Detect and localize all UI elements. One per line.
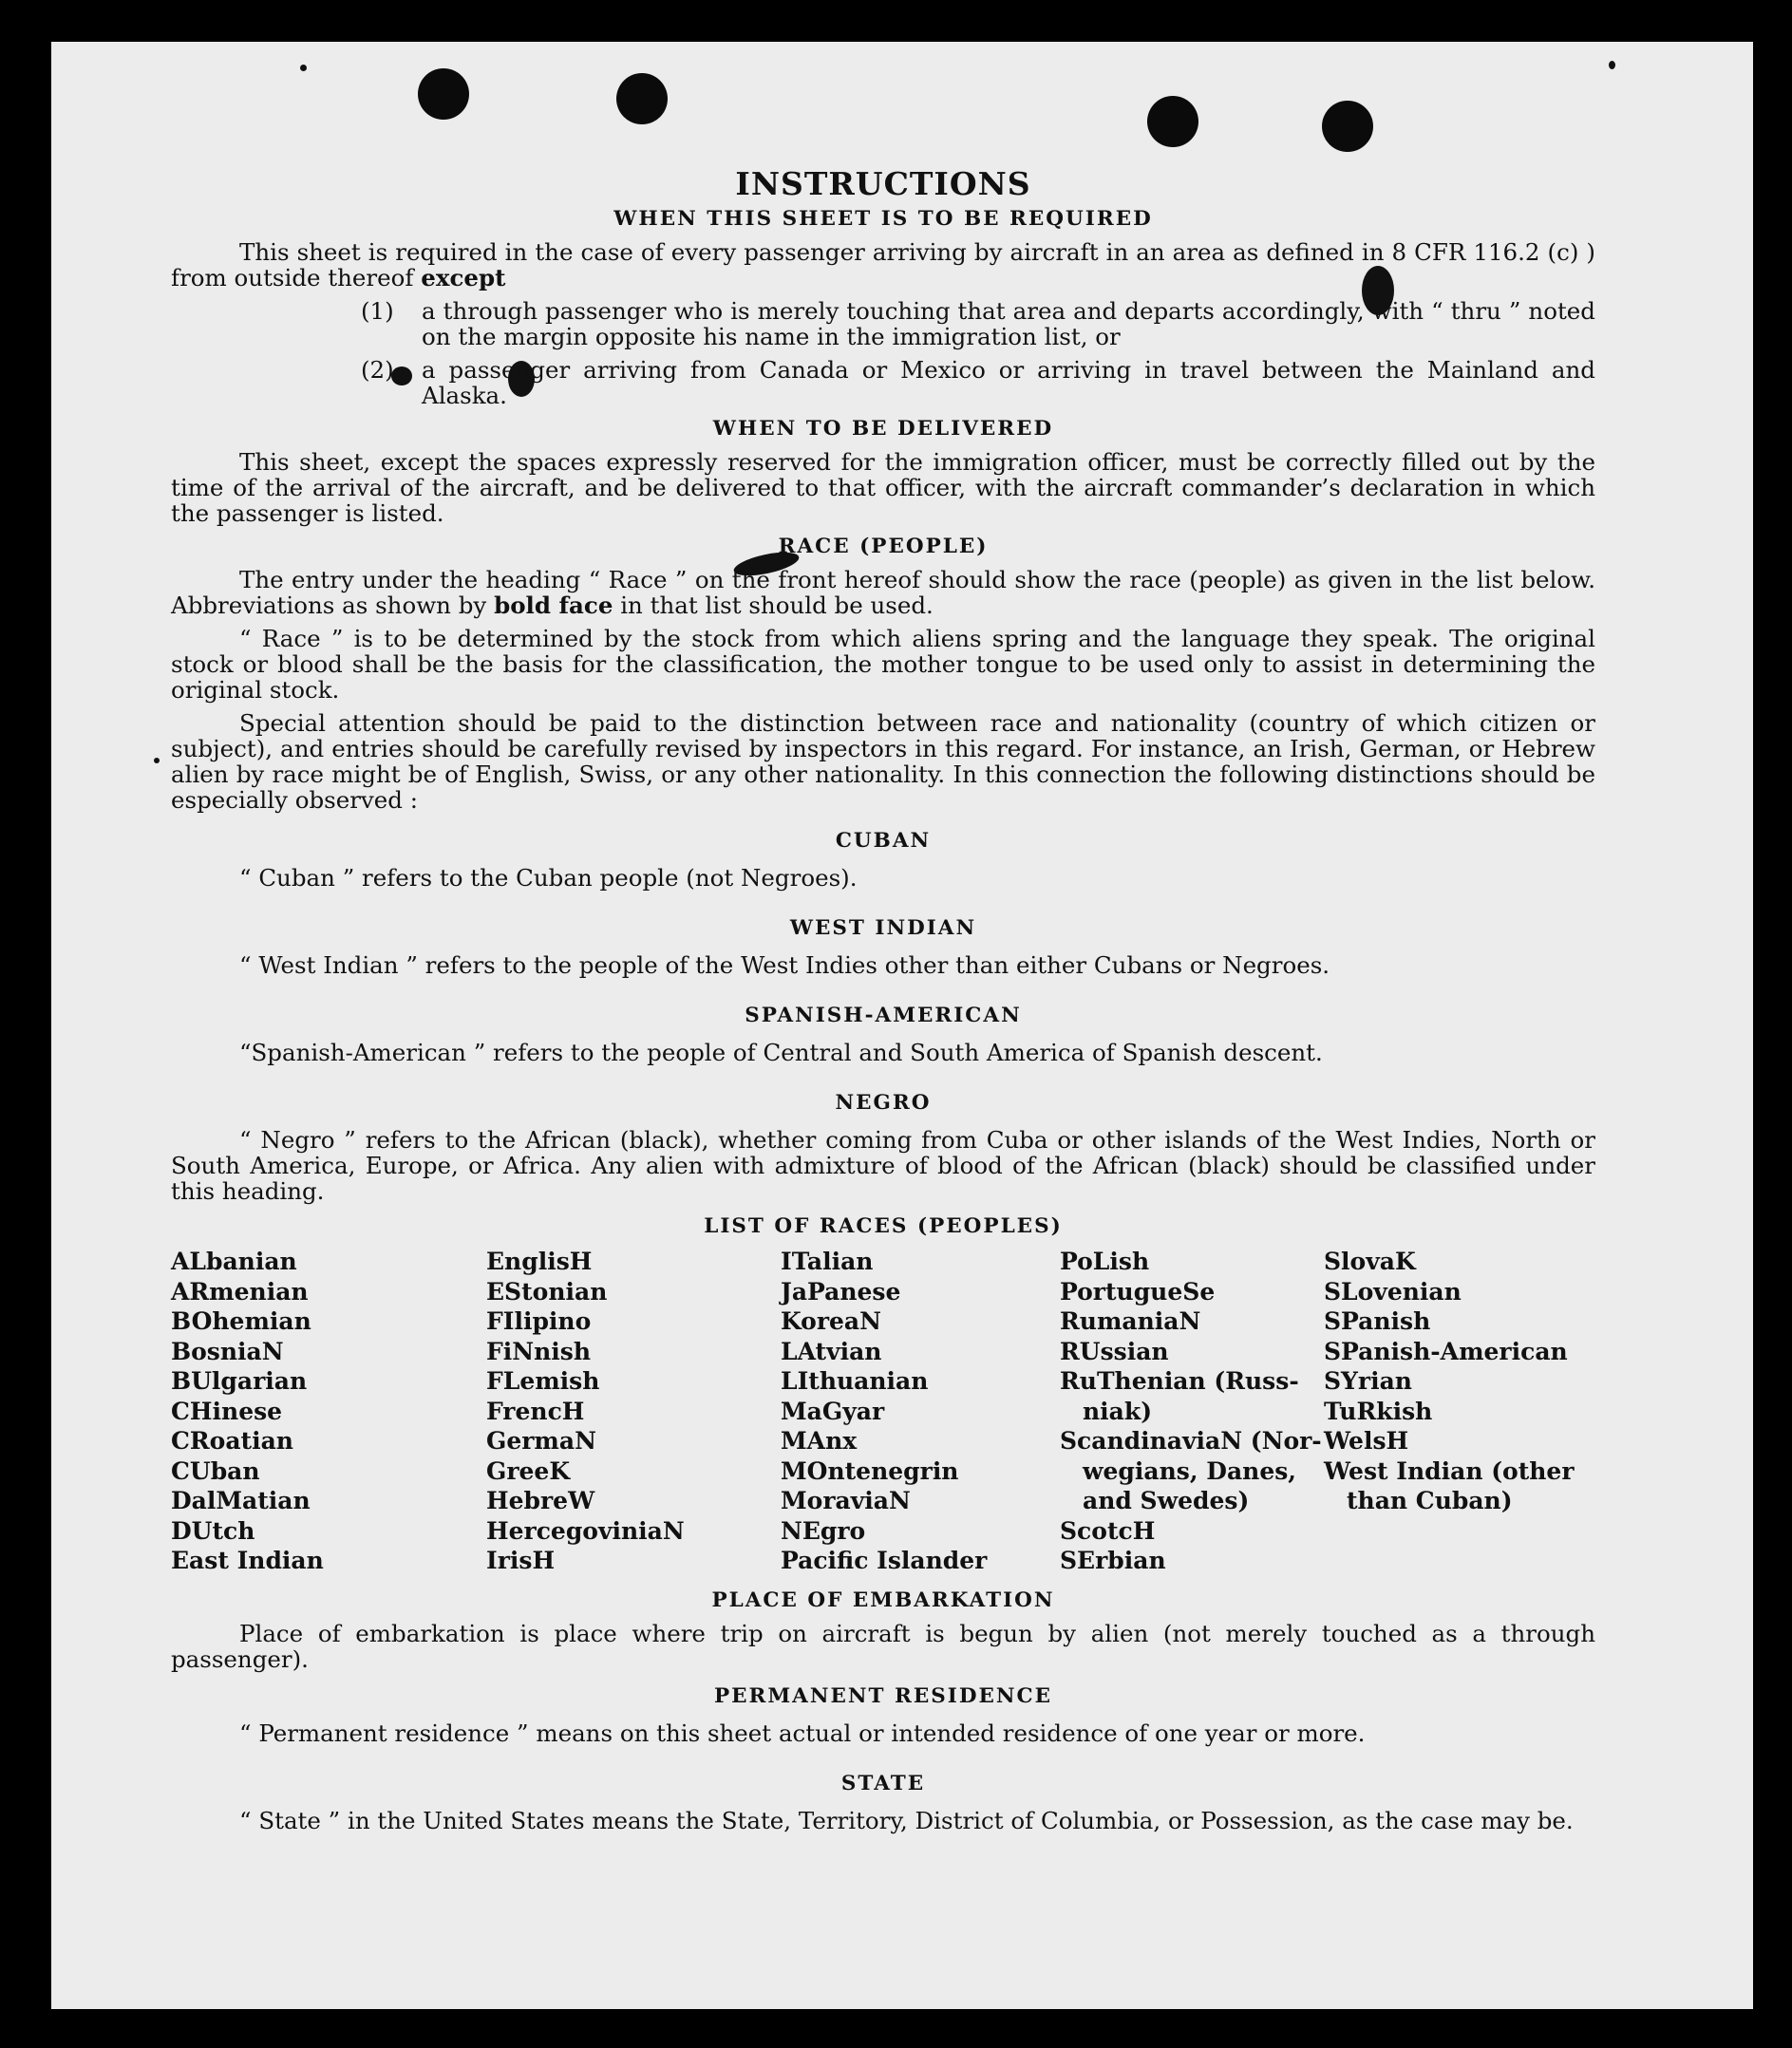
race-entry: CHinese — [171, 1397, 283, 1425]
races-column-1 — [171, 1247, 486, 1576]
heading-negro: NEGRO — [835, 1091, 932, 1115]
heading-west-indian: WEST INDIAN — [789, 916, 977, 940]
exception-item-1: (1) a through passenger who is merely touching that area and departs accordingly, with “ thru ” noted on the margin opposite his name in the immigration list, or — [361, 297, 1595, 350]
race-entry: DUtch — [171, 1516, 255, 1545]
punch-hole — [616, 73, 668, 124]
race-entry: Pacific Islander — [781, 1547, 988, 1574]
race-entry: HercegoviniaN — [486, 1516, 685, 1545]
exception-item-2: (2) a passenger arriving from Canada or Mexico or arriving in travel between the Mainland and Alaska. — [361, 356, 1595, 409]
dust-speck — [154, 758, 160, 763]
race-entry: ALbanian — [171, 1248, 297, 1275]
race-entry: ScotcH — [1060, 1516, 1156, 1545]
race-entry: SErbian — [1060, 1547, 1166, 1574]
page-title: INSTRUCTIONS — [735, 165, 1031, 202]
negro-text: “ Negro ” refers to the African (black), whether coming from Cuba or other islands of the West Indies, North or South America, Europe, or Africa. Any alien with admixture of blood of the African (black) should be classified under this heading. — [171, 1126, 1595, 1205]
race-paragraph-3: Special attention should be paid to the distinction between race and nationality (country of which citizen or subject), and entries should be carefully revised by inspectors in this regard. For instance, an Irish, German, or Hebrew alien by race might be of English, Swiss, or any other nationality. In this connection the following distinctions should be especially observed : — [171, 709, 1595, 814]
punch-hole — [418, 68, 469, 120]
race-entry: CRoatian — [171, 1427, 293, 1455]
race-entry: East Indian — [171, 1547, 324, 1574]
heading-cuban: CUBAN — [835, 829, 932, 853]
race-entry: niak) — [1083, 1397, 1153, 1425]
race-entry: MOntenegrin — [781, 1456, 959, 1485]
race-entry: DalMatian — [171, 1487, 311, 1514]
race-entry: WelsH — [1324, 1427, 1409, 1455]
race-entry: PortugueSe — [1060, 1277, 1216, 1306]
race-entry: FLemish — [486, 1367, 600, 1395]
race-entry: ScandinaviaN (Nor- — [1060, 1427, 1322, 1455]
race-entry: NEgro — [781, 1516, 866, 1545]
race-entry: SlovaK — [1324, 1248, 1416, 1275]
race-entry: KoreaN — [781, 1307, 881, 1335]
heading-embarkation: PLACE OF EMBARKATION — [711, 1588, 1055, 1612]
race-entry: EnglisH — [486, 1248, 593, 1275]
races-column-2 — [486, 1247, 781, 1576]
race-paragraph-2: “ Race ” is to be determined by the stock from which aliens spring and the language they speak. The original stock or blood shall be the basis for the classification, the mother tongue to be used only to assist in determining the original stock. — [171, 625, 1595, 704]
punch-hole — [1322, 101, 1373, 152]
race-entry: MaGyar — [781, 1397, 885, 1425]
heading-when-required: WHEN THIS SHEET IS TO BE REQUIRED — [613, 207, 1153, 231]
race-entry: and Swedes) — [1083, 1487, 1250, 1514]
race-entry: PoLish — [1060, 1248, 1150, 1275]
spanish-american-text: “Spanish-American ” refers to the people of Central and South America of Spanish descent. — [239, 1039, 1323, 1066]
race-entry: MAnx — [781, 1427, 858, 1455]
races-column-3 — [781, 1247, 1060, 1576]
races-column-5 — [1324, 1247, 1595, 1576]
race-entry: SLovenian — [1324, 1277, 1462, 1306]
race-entry: GermaN — [486, 1427, 596, 1455]
race-entry: LIthuanian — [781, 1367, 929, 1395]
dust-speck — [300, 65, 307, 71]
race-entry: EStonian — [486, 1277, 608, 1306]
race-entry: SPanish — [1324, 1307, 1431, 1335]
race-entry: JaPanese — [781, 1277, 901, 1306]
state-text: “ State ” in the United States means the State, Territory, District of Columbia, or Possession, as the case may be. — [239, 1806, 1574, 1834]
heading-list-of-races: LIST OF RACES (PEOPLES) — [704, 1214, 1063, 1238]
heading-race: RACE (PEOPLE) — [778, 535, 989, 558]
race-entry: BUlgarian — [171, 1367, 308, 1395]
when-delivered-text: This sheet, except the spaces expressly reserved for the immigration officer, must be correctly filled out by the time of the arrival of the aircraft, and be delivered to that officer, with the aircraft commander’s declaration in which the passenger is listed. — [171, 448, 1595, 527]
race-entry: SYrian — [1324, 1367, 1412, 1395]
race-entry: FrencH — [486, 1397, 585, 1425]
heading-spanish-american: SPANISH-AMERICAN — [745, 1004, 1022, 1027]
race-entry: than Cuban) — [1347, 1487, 1513, 1514]
race-entry: RUssian — [1060, 1337, 1169, 1365]
race-entry: TuRkish — [1324, 1397, 1433, 1425]
races-column-4 — [1060, 1247, 1324, 1576]
races-list — [171, 1247, 1595, 1576]
race-entry: RumaniaN — [1060, 1307, 1201, 1335]
dust-speck — [1609, 61, 1615, 69]
embarkation-text: Place of embarkation is place where trip on aircraft is begun by alien (not merely touched as a through passenger). — [171, 1619, 1595, 1673]
when-required-intro: This sheet is required in the case of every passenger arriving by aircraft in an area as defined in 8 CFR 116.2 (c) ) from outside thereof except — [171, 238, 1595, 291]
race-entry: BOhemian — [171, 1307, 311, 1335]
race-entry: ARmenian — [171, 1277, 309, 1306]
west-indian-text: “ West Indian ” refers to the people of the West Indies other than either Cubans or Negroes. — [239, 951, 1330, 979]
race-entry: wegians, Danes, — [1083, 1456, 1296, 1485]
race-entry: SPanish-American — [1324, 1337, 1568, 1365]
race-entry: RuThenian (Russ- — [1060, 1367, 1299, 1395]
race-entry: MoraviaN — [781, 1487, 911, 1514]
race-paragraph-1: The entry under the heading “ Race ” on the front hereof should show the race (people) as given in the list below. Abbreviations as shown by bold face in that list should be used. — [171, 566, 1595, 619]
instructions-text — [171, 165, 1595, 1834]
heading-permanent-residence: PERMANENT RESIDENCE — [713, 1683, 1053, 1708]
punch-hole — [1147, 96, 1198, 147]
race-entry: IrisH — [486, 1547, 556, 1574]
heading-when-delivered: WHEN TO BE DELIVERED — [712, 417, 1054, 441]
race-entry: HebreW — [486, 1487, 595, 1514]
permanent-residence-text: “ Permanent residence ” means on this sheet actual or intended residence of one year or more. — [239, 1719, 1366, 1747]
race-entry: GreeK — [486, 1456, 571, 1485]
race-entry: ITalian — [781, 1248, 874, 1275]
race-entry: LAtvian — [781, 1337, 882, 1365]
race-entry: FIlipino — [486, 1307, 592, 1335]
heading-state: STATE — [840, 1771, 926, 1795]
race-entry: West Indian (other — [1324, 1456, 1575, 1485]
race-entry: BosniaN — [171, 1337, 284, 1365]
race-entry: FiNnish — [486, 1337, 592, 1365]
cuban-text: “ Cuban ” refers to the Cuban people (not Negroes). — [239, 864, 858, 892]
race-entry: CUban — [171, 1456, 260, 1485]
